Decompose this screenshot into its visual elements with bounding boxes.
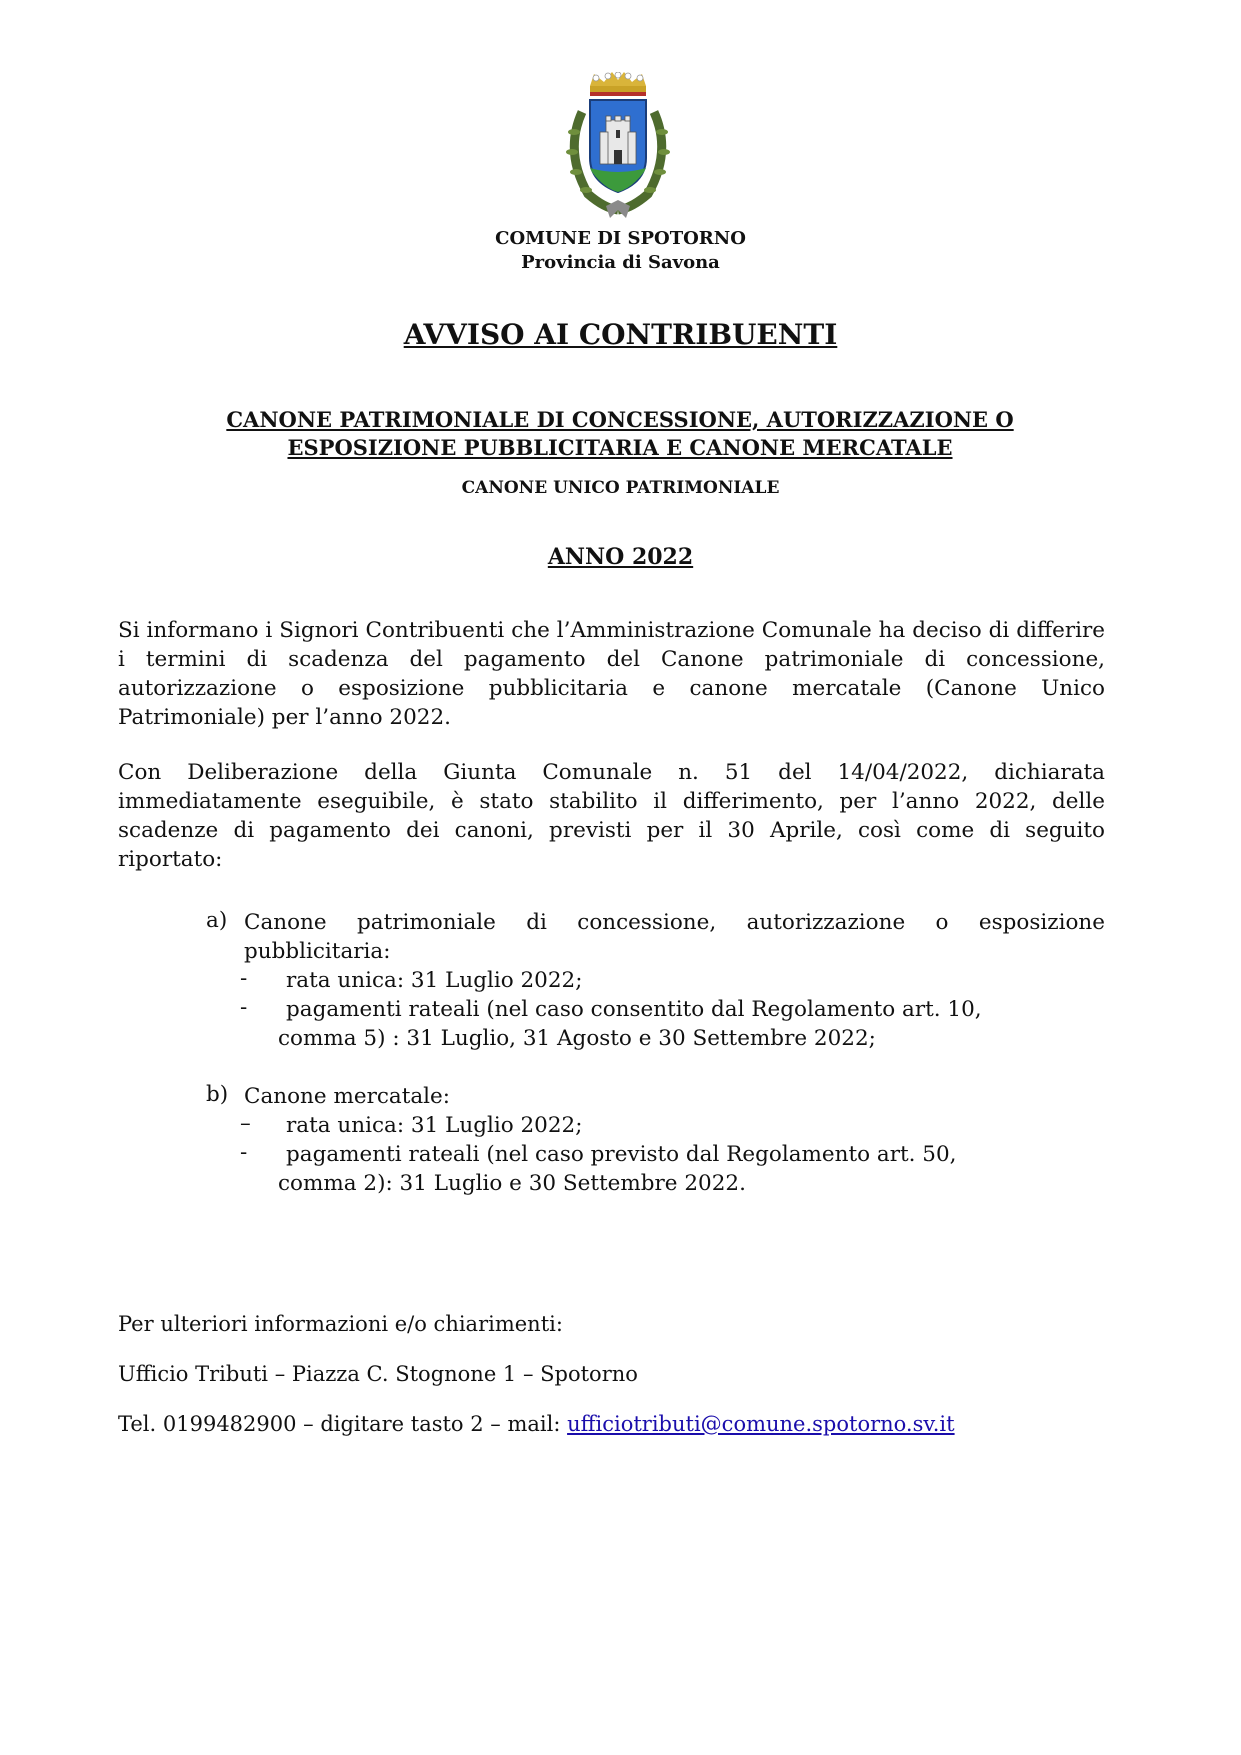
- province-name: Provincia di Savona: [521, 252, 720, 273]
- list-label-a: a): [206, 908, 228, 933]
- list-a-item-2-line-1: pagamenti rateali (nel caso consentito dal Regolamento art. 10,: [286, 997, 982, 1022]
- list-dash: -: [240, 1140, 248, 1165]
- list-dash: -: [240, 966, 248, 991]
- list-label-b: b): [206, 1082, 229, 1107]
- subtitle-line-2: ESPOSIZIONE PUBBLICITARIA E CANONE MERCATALE: [287, 435, 953, 460]
- list-text-a: Canone patrimoniale di concessione, autorizzazione o esposizione pubblicitaria:: [244, 910, 1105, 964]
- notice-title: AVVISO AI CONTRIBUENTI: [403, 318, 838, 351]
- subtitle-line-1: CANONE PATRIMONIALE DI CONCESSIONE, AUTORIZZAZIONE O: [226, 407, 1014, 432]
- list-b-item-2-line-2: comma 2): 31 Luglio e 30 Settembre 2022.: [278, 1171, 746, 1196]
- footer-tel: Tel. 0199482900 – digitare tasto 2 – mail:: [118, 1412, 568, 1436]
- footer-info: Per ulteriori informazioni e/o chiarimenti:: [118, 1312, 563, 1336]
- list-b-item-1: rata unica: 31 Luglio 2022;: [286, 1113, 583, 1138]
- list-b-item-2-line-1: pagamenti rateali (nel caso previsto dal Regolamento art. 50,: [286, 1142, 957, 1167]
- list-text-b: Canone mercatale:: [244, 1084, 451, 1109]
- footer-contact: [118, 1412, 955, 1436]
- list-a-item-1: rata unica: 31 Luglio 2022;: [286, 968, 583, 993]
- footer-office: Ufficio Tributi – Piazza C. Stognone 1 – Spotorno: [118, 1362, 638, 1386]
- list-a-item-2-line-2: comma 5) : 31 Luglio, 31 Agosto e 30 Settembre 2022;: [278, 1026, 876, 1051]
- subtitle-small: CANONE UNICO PATRIMONIALE: [461, 478, 780, 498]
- list-dash: -: [240, 995, 248, 1020]
- year-heading: ANNO 2022: [547, 544, 694, 570]
- list-dash: –: [240, 1111, 251, 1136]
- municipal-crest-icon: [560, 72, 676, 220]
- paragraph-deliberation: Con Deliberazione della Giunta Comunale n. 51 del 14/04/2022, dichiarata immediatamente eseguibile, è stato stabilito il differimento, per l’anno 2022, delle scadenze di pagamento dei canoni, previsti per il 30 Aprile, così come di seguito riportato:: [118, 760, 1105, 872]
- municipality-name: COMUNE DI SPOTORNO: [495, 228, 746, 249]
- paragraph-intro: Si informano i Signori Contribuenti che l’Amministrazione Comunale ha deciso di differire i termini di scadenza del pagamento del Canone patrimoniale di concessione, autorizzazione o esposizione pubblicitaria e canone mercatale (Canone Unico Patrimoniale) per l’anno 2022.: [118, 618, 1105, 730]
- email-link[interactable]: ufficiotributi@comune.spotorno.sv.it: [567, 1412, 955, 1436]
